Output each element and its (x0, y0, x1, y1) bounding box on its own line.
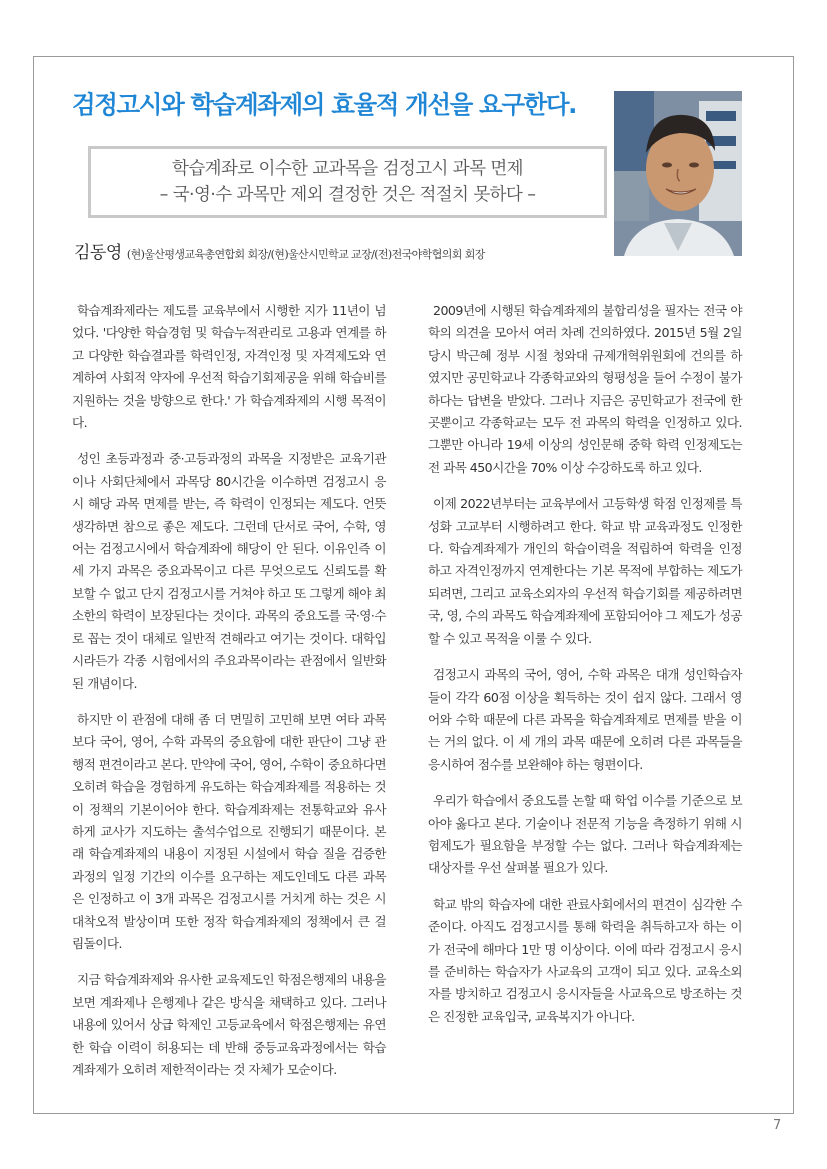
right-column (428, 300, 742, 1042)
author-portrait (614, 91, 742, 256)
paragraph: 성인 초등과정과 중·고등과정의 과목을 지정받은 교육기관이나 사회단체에서 과목당 80시간을 이수하면 검정고시 응시 해당 과목 면제를 받는, 즉 학력이 인정되는 제도다. 언뜻 생각하면 참으로 좋은 제도다. 그런데 단서로 국어, 수학, 영어는 검정고시에서 학습계좌에 해당이 안 된다. 이유인즉 이 세 가지 과목은 중요과목이고 다른 무엇으로도 신뢰도를 확보할 수 없고 단지 검정고시를 거쳐야 하고 또 그렇게 해야 최소한의 학력이 보장된다는 것이다. 과목의 중요도를 국·영·수로 꼽는 것이 대체로 일반적 견해라고 여기는 것이다. 대학입시라든가 각종 시험에서의 주요과목이라는 관점에서 일반화된 개념이다. (72, 451, 386, 691)
paragraph: 이제 2022년부터는 교육부에서 고등학생 학점 인정제를 특성화 고교부터 시행하려고 한다. 학교 밖 교육과정도 인정한다. 학습계좌제가 개인의 학습이력을 적립하여 학력을 인정하고 자격인정까지 연계한다는 기본 목적에 부합하는 제도가 되려면, 그리고 교육소외자의 우선적 학습기회를 제공하려면 국, 영, 수의 과목도 학습계좌제에 포함되어야 그 제도가 성공할 수 있고 목적을 이룰 수 있다. (428, 496, 742, 646)
author-title: (현)울산평생교육총연합회 회장/(현)울산시민학교 교장/(전)전국야학협의회 회장 (126, 248, 485, 261)
subtitle-line-1: 학습계좌로 이수한 교과목을 검정고시 과목 면제 (172, 159, 523, 179)
paragraph: 하지만 이 관점에 대해 좀 더 면밀히 고민해 보면 여타 과목보다 국어, 영어, 수학 과목의 중요함에 대한 판단이 그냥 관행적 편견이라고 본다. 만약에 국어, 영어, 수학이 중요하다면 오히려 학습을 경험하게 유도하는 학습계좌제를 적용하는 것이 정책의 기본이어야 한다. 학습계좌제는 전통학교와 유사하게 교사가 지도하는 출석수업으로 진행되기 때문이다. 본래 학습계좌제의 내용이 지정된 시설에서 학습 질을 검증한 과정의 일정 기간의 이수를 요구하는 제도인데도 다른 과목은 인정하고 이 3개 과목은 검정고시를 거치게 하는 것은 시대착오적 발상이며 또한 정작 학습계좌제의 정책에서 큰 걸림돌이다. (72, 711, 386, 951)
paragraph: 우리가 학습에서 중요도를 논할 때 학업 이수를 기준으로 보아야 옳다고 본다. 기술이나 전문적 기능을 측정하기 위해 시험제도가 필요함을 부정할 수는 없다. 그러나 학습계좌제는 대상자를 우선 살펴볼 필요가 있다. (428, 793, 742, 876)
paragraph: 검정고시 과목의 국어, 영어, 수학 과목은 대개 성인학습자들이 각각 60점 이상을 획득하는 것이 쉽지 않다. 그래서 영어와 수학 때문에 다른 과목을 학습계좌제로 면제를 받을 이는 거의 없다. 이 세 개의 과목 때문에 오히려 다른 과목들을 응시하여 점수를 보완해야 하는 형편이다. (428, 667, 742, 772)
portrait-illustration (614, 91, 742, 256)
article-headline: 검정고시와 학습계좌제의 효율적 개선을 요구한다. (72, 90, 577, 119)
paragraph: 학습계좌제라는 제도를 교육부에서 시행한 지가 11년이 넘었다. '다양한 학습경험 및 학습누적관리로 고용과 연계를 하고 다양한 학습결과를 학력인정, 자격인정 및 자격제도와 연계하여 사회적 약자에 우선적 학습기회제공을 위해 학습비를 지원하는 것을 방향으로 한다.' 가 학습계좌제의 시행 목적이다. (72, 303, 386, 431)
page-number: 7 (773, 1118, 782, 1133)
paragraph: 학교 밖의 학습자에 대한 관료사회에서의 편견이 심각한 수준이다. 아직도 검정고시를 통해 학력을 취득하고자 하는 이가 전국에 해마다 1만 명 이상이다. 이에 따라 검정고시 응시를 준비하는 학습자가 사교육의 고객이 되고 있다. 교육소외자를 방치하고 검정고시 응시자들을 사교육으로 방조하는 것은 진정한 교육입국, 교육복지가 아니다. (428, 896, 742, 1024)
paragraph: 2009년에 시행된 학습계좌제의 불합리성을 필자는 전국 야학의 의견을 모아서 여러 차례 건의하였다. 2015년 5월 2일 당시 박근혜 정부 시절 청와대 규제개혁위원회에 건의를 하였지만 공민학교나 각종학교와의 형평성을 들어 수정이 불가하다는 답변을 받았다. 그러나 지금은 공민학교가 전국에 한 곳뿐이고 각종학교는 모두 전 과목의 학력을 인정하고 있다. 그뿐만 아니라 19세 이상의 성인문해 중학 학력 인정제도는 전 과목 450시간을 70% 이상 수강하도록 하고 있다. (428, 303, 742, 475)
subtitle-line-2: – 국·영·수 과목만 제외 결정한 것은 적절치 못하다 – (159, 185, 536, 205)
left-column (72, 300, 386, 1095)
author-name: 김동영 (74, 243, 122, 263)
subtitle-box (88, 146, 607, 218)
paragraph: 지금 학습계좌제와 유사한 교육제도인 학점은행제의 내용을 보면 계좌제나 은행제나 같은 방식을 채택하고 있다. 그러나 내용에 있어서 상급 학제인 고등교육에서 학점은행제는 유연한 학습 이력이 허용되는 데 반해 중등교육과정에서는 학습계좌제가 오히려 제한적이라는 것 자체가 모순이다. (72, 972, 386, 1077)
author-byline (74, 238, 485, 263)
